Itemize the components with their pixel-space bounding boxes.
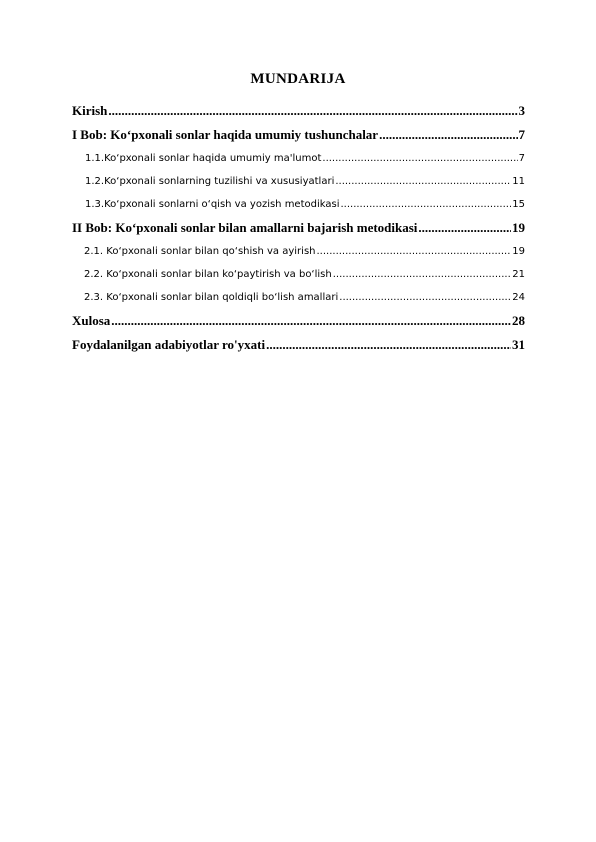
page-title: MUNDARIJA	[250, 71, 346, 87]
toc-page-number: 24	[512, 292, 525, 303]
toc-leader-dots	[317, 240, 512, 263]
toc-entry-label: II Bob: Ko‘pxonali sonlar bilan amallarni bajarish metodikasi	[72, 220, 418, 235]
toc-entry-label: Ko‘pxonali sonlarning tuzilishi va xususiyatlari	[104, 176, 335, 187]
toc-page-number: 19	[512, 220, 525, 235]
toc-entry-chapter-2[interactable]	[72, 216, 525, 240]
toc-page-number: 11	[512, 176, 525, 187]
toc-entry-xulosa[interactable]	[72, 309, 525, 333]
toc-leader-dots	[111, 309, 511, 333]
toc-page-number: 31	[512, 337, 525, 352]
toc-entry-label: Ko‘pxonali sonlar haqida umumiy ma'lumot	[104, 153, 322, 164]
table-of-contents	[72, 99, 525, 357]
toc-entry-label: Kirish	[72, 103, 108, 118]
toc-entry-label: 2.1. Ko‘pxonali sonlar bilan qo‘shish va ayirish	[84, 246, 316, 257]
toc-page-number: 19	[512, 246, 525, 257]
toc-section-number: 1.1.	[85, 153, 105, 164]
toc-leader-dots	[335, 170, 511, 193]
toc-entry-section-1-3[interactable]	[72, 193, 525, 216]
toc-page-number: 7	[518, 127, 525, 142]
toc-entry-label: Ko‘pxonali sonlarni o‘qish va yozish metodikasi	[104, 199, 340, 210]
toc-section-number: 1.2.	[85, 176, 105, 187]
toc-leader-dots	[418, 216, 511, 240]
toc-section-number: 1.3.	[85, 199, 105, 210]
toc-entry-label: 2.2. Ko‘pxonali sonlar bilan ko‘paytirish va bo‘lish	[84, 269, 332, 280]
toc-leader-dots	[379, 123, 517, 147]
toc-entry-bibliography[interactable]	[72, 333, 525, 357]
toc-leader-dots	[322, 147, 517, 170]
toc-leader-dots	[339, 286, 511, 309]
toc-leader-dots	[340, 193, 511, 216]
toc-entry-kirish[interactable]	[72, 99, 525, 123]
toc-leader-dots	[108, 99, 517, 123]
toc-entry-label: 2.3. Ko‘pxonali sonlar bilan qoldiqli bo‘lish amallari	[84, 292, 339, 303]
toc-page-number: 21	[512, 269, 525, 280]
toc-entry-section-2-3[interactable]	[72, 286, 525, 309]
toc-leader-dots	[333, 263, 512, 286]
toc-entry-label: Foydalanilgan adabiyotlar ro'yxati	[72, 337, 266, 352]
toc-entry-section-2-2[interactable]	[72, 263, 525, 286]
toc-page-number: 3	[518, 103, 525, 118]
toc-entry-chapter-1[interactable]	[72, 123, 525, 147]
toc-entry-label: I Bob: Ko‘pxonali sonlar haqida umumiy tushunchalar	[72, 127, 379, 142]
toc-page-number: 7	[518, 153, 525, 164]
toc-entry-section-1-1[interactable]	[72, 147, 525, 170]
toc-entry-label: Xulosa	[72, 313, 111, 328]
toc-entry-section-1-2[interactable]	[72, 170, 525, 193]
toc-entry-section-2-1[interactable]	[72, 240, 525, 263]
toc-leader-dots	[266, 333, 511, 357]
toc-page-number: 28	[512, 313, 525, 328]
toc-page-number: 15	[512, 199, 525, 210]
